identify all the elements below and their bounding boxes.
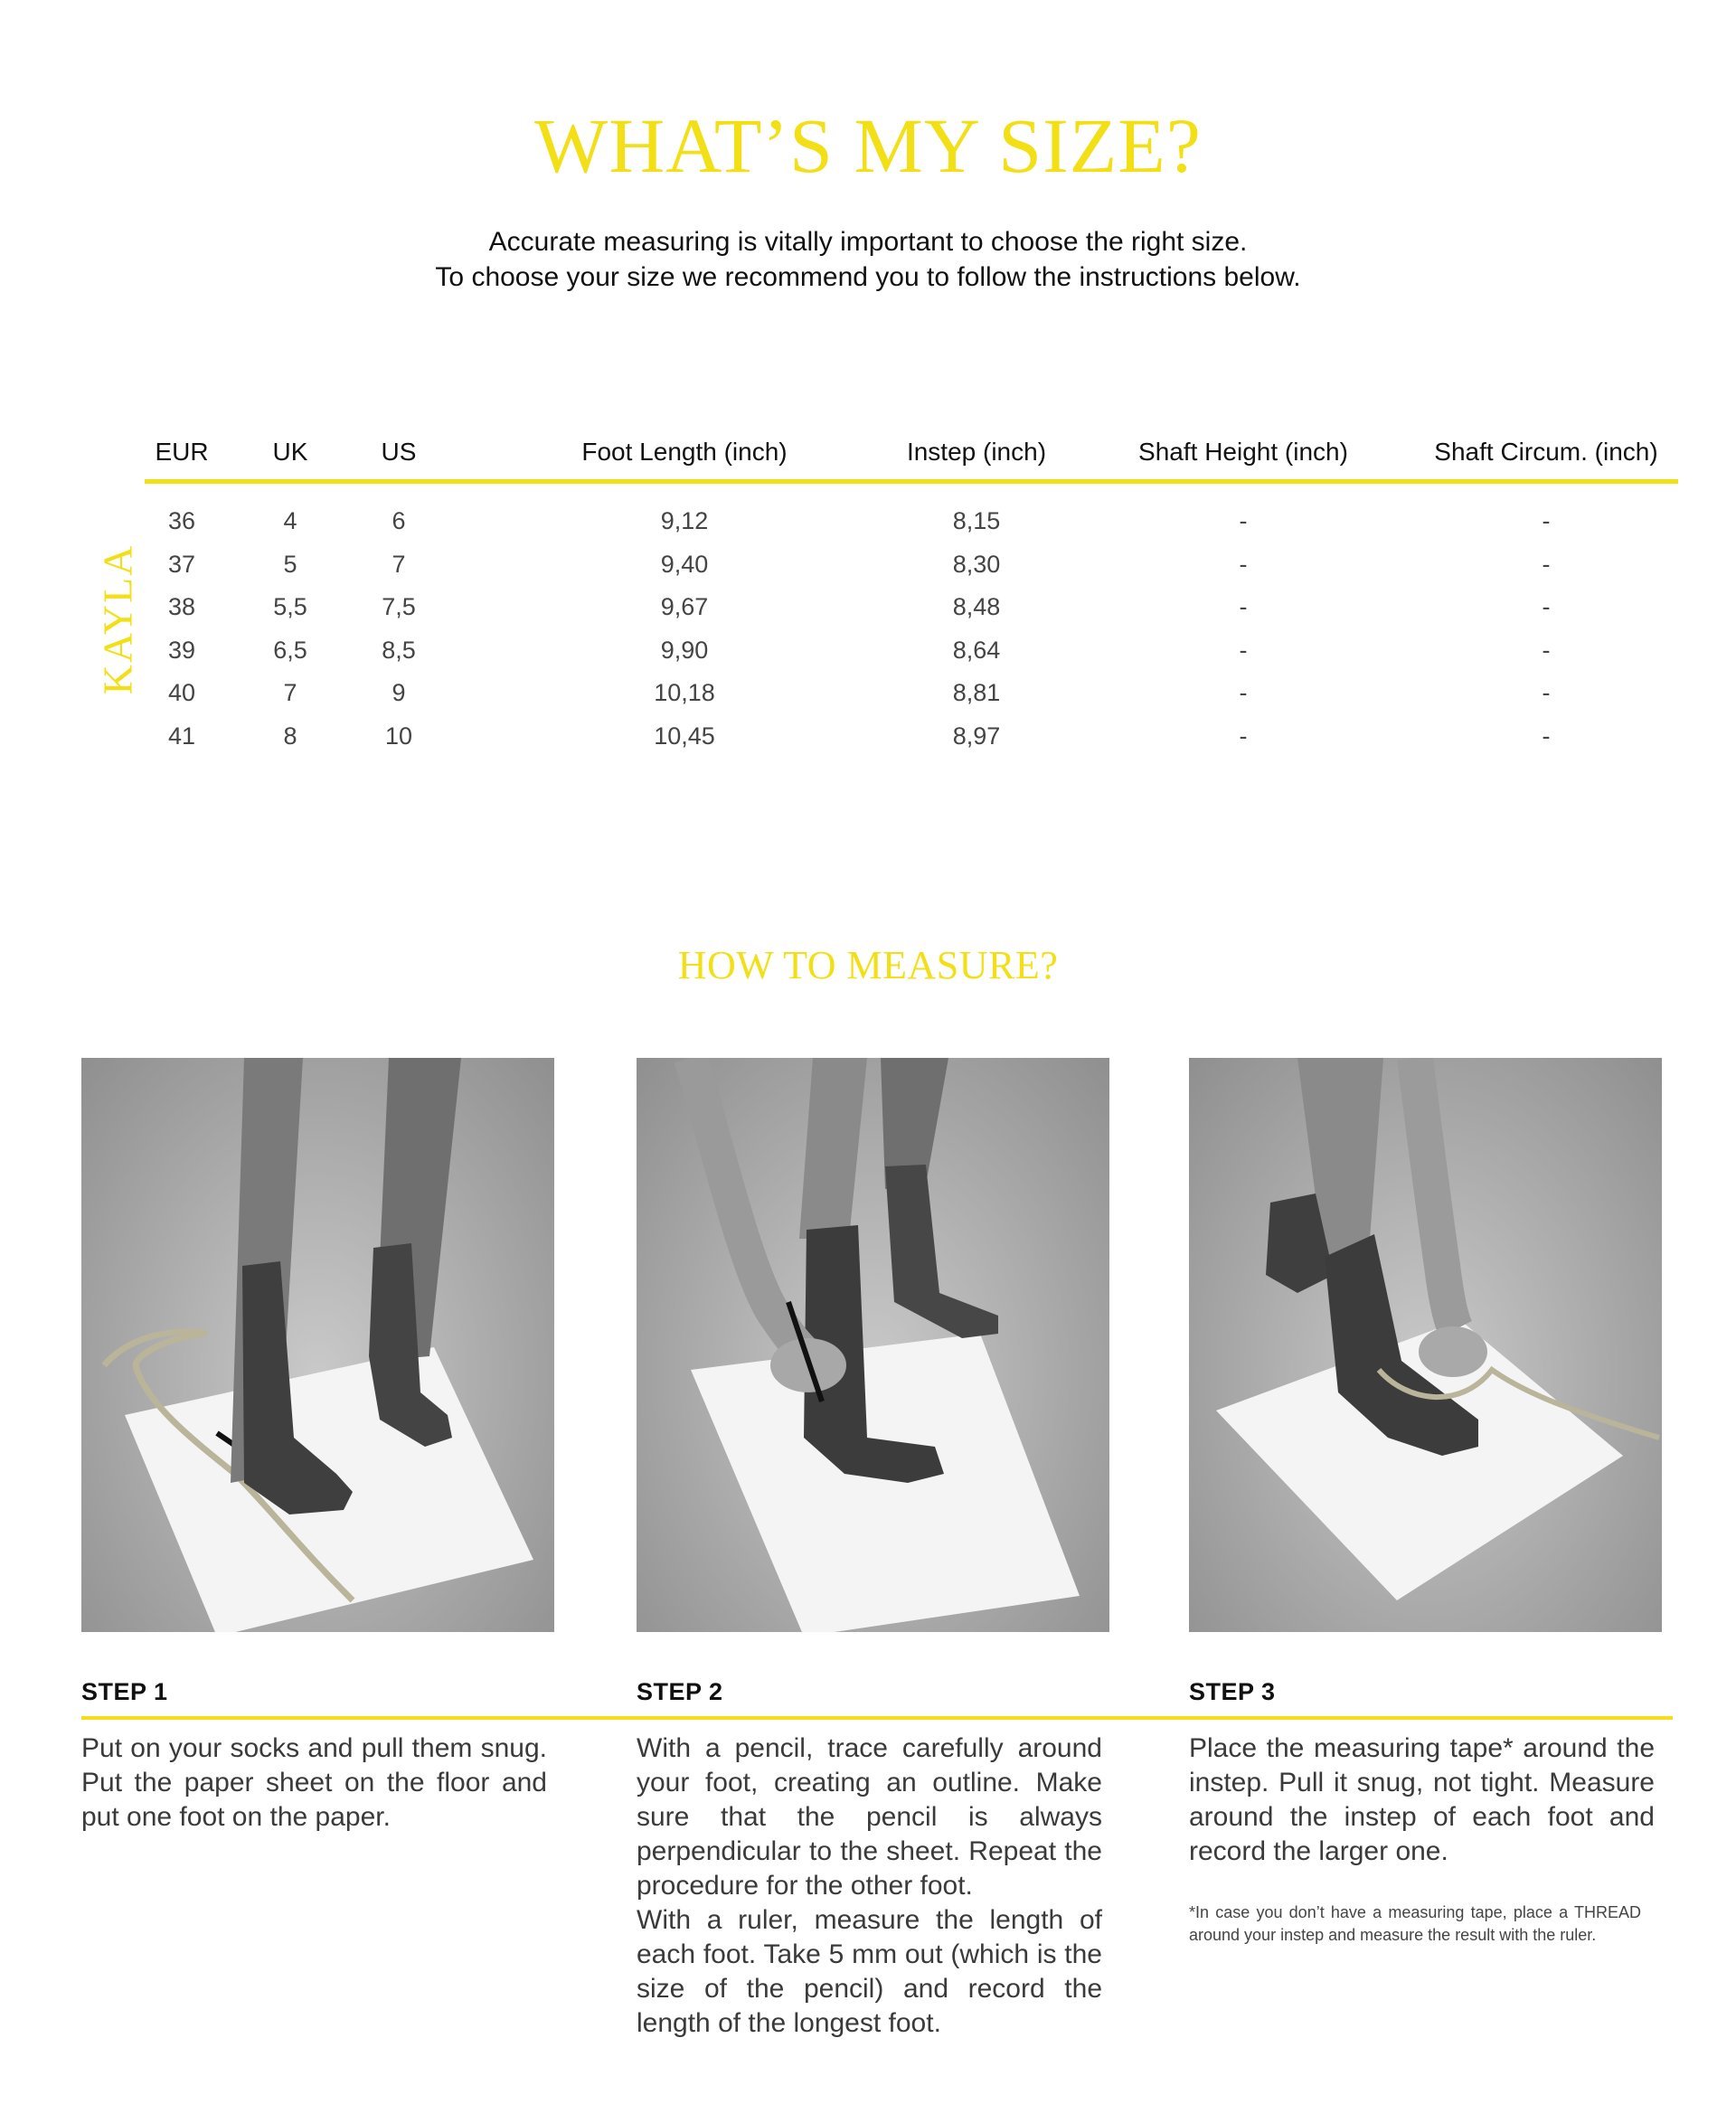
cell-uk: 5,5	[273, 593, 307, 620]
cell-foot-length: 9,40	[660, 550, 709, 578]
step-3-paragraph: Place the measuring tape* around the instep. Pull it snug, not tight. Measure around the instep of each foot and record the larger one.	[1189, 1733, 1655, 1866]
step-2-illustration	[637, 1058, 1109, 1632]
step-1-label: STEP 1	[81, 1678, 168, 1705]
cell-uk: 7	[283, 679, 297, 706]
table-row	[145, 543, 1678, 587]
cell-eur: 40	[167, 679, 196, 706]
step-3-photo	[1189, 1058, 1662, 1632]
model-name: KAYLA	[94, 543, 141, 695]
cell-us: 9	[392, 679, 406, 706]
table-row	[145, 672, 1678, 715]
cell-us: 8,5	[382, 636, 416, 664]
header-instep: Instep (inch)	[906, 438, 1047, 466]
step-1-paragraph: Put on your socks and pull them snug. Put the paper sheet on the floor and put one foot on the paper.	[81, 1733, 547, 1832]
step-2-paragraph-1: With a pencil, trace carefully around your foot, creating an outline. Make sure that the pencil is always perpendicular to the sheet. Repeat the procedure for the other foot.	[637, 1733, 1102, 1901]
step-3-illustration	[1189, 1058, 1662, 1632]
cell-shaft-circumference: -	[1542, 722, 1551, 750]
table-row	[145, 629, 1678, 673]
cell-foot-length: 9,67	[660, 593, 709, 620]
cell-foot-length: 10,45	[654, 722, 715, 750]
cell-uk: 5	[283, 550, 297, 578]
cell-us: 7	[392, 550, 406, 578]
cell-eur: 37	[167, 550, 196, 578]
step-2-label: STEP 2	[637, 1678, 723, 1705]
cell-shaft-circumference: -	[1542, 593, 1551, 620]
cell-shaft-height: -	[1239, 507, 1248, 534]
size-table	[145, 425, 1678, 758]
cell-instep: 8,64	[952, 636, 1001, 664]
table-body	[145, 500, 1678, 758]
how-to-measure-title: HOW TO MEASURE?	[677, 943, 1059, 987]
table-row	[145, 500, 1678, 543]
table-header-divider	[145, 479, 1678, 484]
measuring-footnote: *In case you don’t have a measuring tape, place a THREAD around your instep and measure the result with the ruler.	[1189, 1903, 1641, 1944]
cell-shaft-height: -	[1239, 722, 1248, 750]
header-us: US	[381, 438, 417, 466]
step-3-instructions	[1189, 1731, 1655, 1869]
cell-instep: 8,30	[952, 550, 1001, 578]
header-uk: UK	[272, 438, 308, 466]
cell-shaft-height: -	[1239, 679, 1248, 706]
intro-line-2: To choose your size we recommend you to follow the instructions below.	[435, 262, 1301, 292]
cell-foot-length: 9,90	[660, 636, 709, 664]
step-1-illustration	[81, 1058, 554, 1632]
intro-line-1: Accurate measuring is vitally important to choose the right size.	[488, 227, 1248, 257]
step-1-instructions	[81, 1731, 547, 1835]
step-1-photo	[81, 1058, 554, 1632]
steps-divider	[81, 1716, 1673, 1720]
step-2-photo	[637, 1058, 1109, 1632]
cell-shaft-height: -	[1239, 636, 1248, 664]
page-title: WHAT’S MY SIZE?	[534, 102, 1202, 189]
cell-instep: 8,81	[952, 679, 1001, 706]
cell-shaft-circumference: -	[1542, 679, 1551, 706]
cell-uk: 8	[283, 722, 297, 750]
intro-text	[0, 224, 1736, 295]
cell-eur: 38	[167, 593, 196, 620]
step-2-paragraph-2: With a ruler, measure the length of each foot. Take 5 mm out (which is the size of the pencil) and record the length of the longest foot.	[637, 1905, 1102, 2038]
cell-uk: 4	[283, 507, 297, 534]
cell-shaft-circumference: -	[1542, 507, 1551, 534]
cell-us: 6	[392, 507, 406, 534]
header-shaft-height: Shaft Height (inch)	[1138, 438, 1348, 466]
table-row	[145, 715, 1678, 759]
cell-uk: 6,5	[273, 636, 307, 664]
cell-us: 7,5	[382, 593, 416, 620]
cell-shaft-height: -	[1239, 550, 1248, 578]
step-3-label: STEP 3	[1189, 1678, 1276, 1705]
header-eur: EUR	[155, 438, 209, 466]
step-2-instructions	[637, 1731, 1102, 2041]
table-header-row	[145, 425, 1678, 479]
cell-instep: 8,15	[952, 507, 1001, 534]
cell-instep: 8,97	[952, 722, 1001, 750]
cell-shaft-circumference: -	[1542, 636, 1551, 664]
cell-foot-length: 9,12	[660, 507, 709, 534]
cell-shaft-circumference: -	[1542, 550, 1551, 578]
model-label	[90, 543, 145, 696]
header-foot-length: Foot Length (inch)	[581, 438, 788, 466]
table-row	[145, 586, 1678, 629]
header-shaft-circumference: Shaft Circum. (inch)	[1434, 438, 1658, 466]
cell-eur: 36	[167, 507, 196, 534]
cell-us: 10	[384, 722, 413, 750]
cell-eur: 41	[167, 722, 196, 750]
cell-shaft-height: -	[1239, 593, 1248, 620]
cell-eur: 39	[167, 636, 196, 664]
cell-foot-length: 10,18	[654, 679, 715, 706]
cell-instep: 8,48	[952, 593, 1001, 620]
